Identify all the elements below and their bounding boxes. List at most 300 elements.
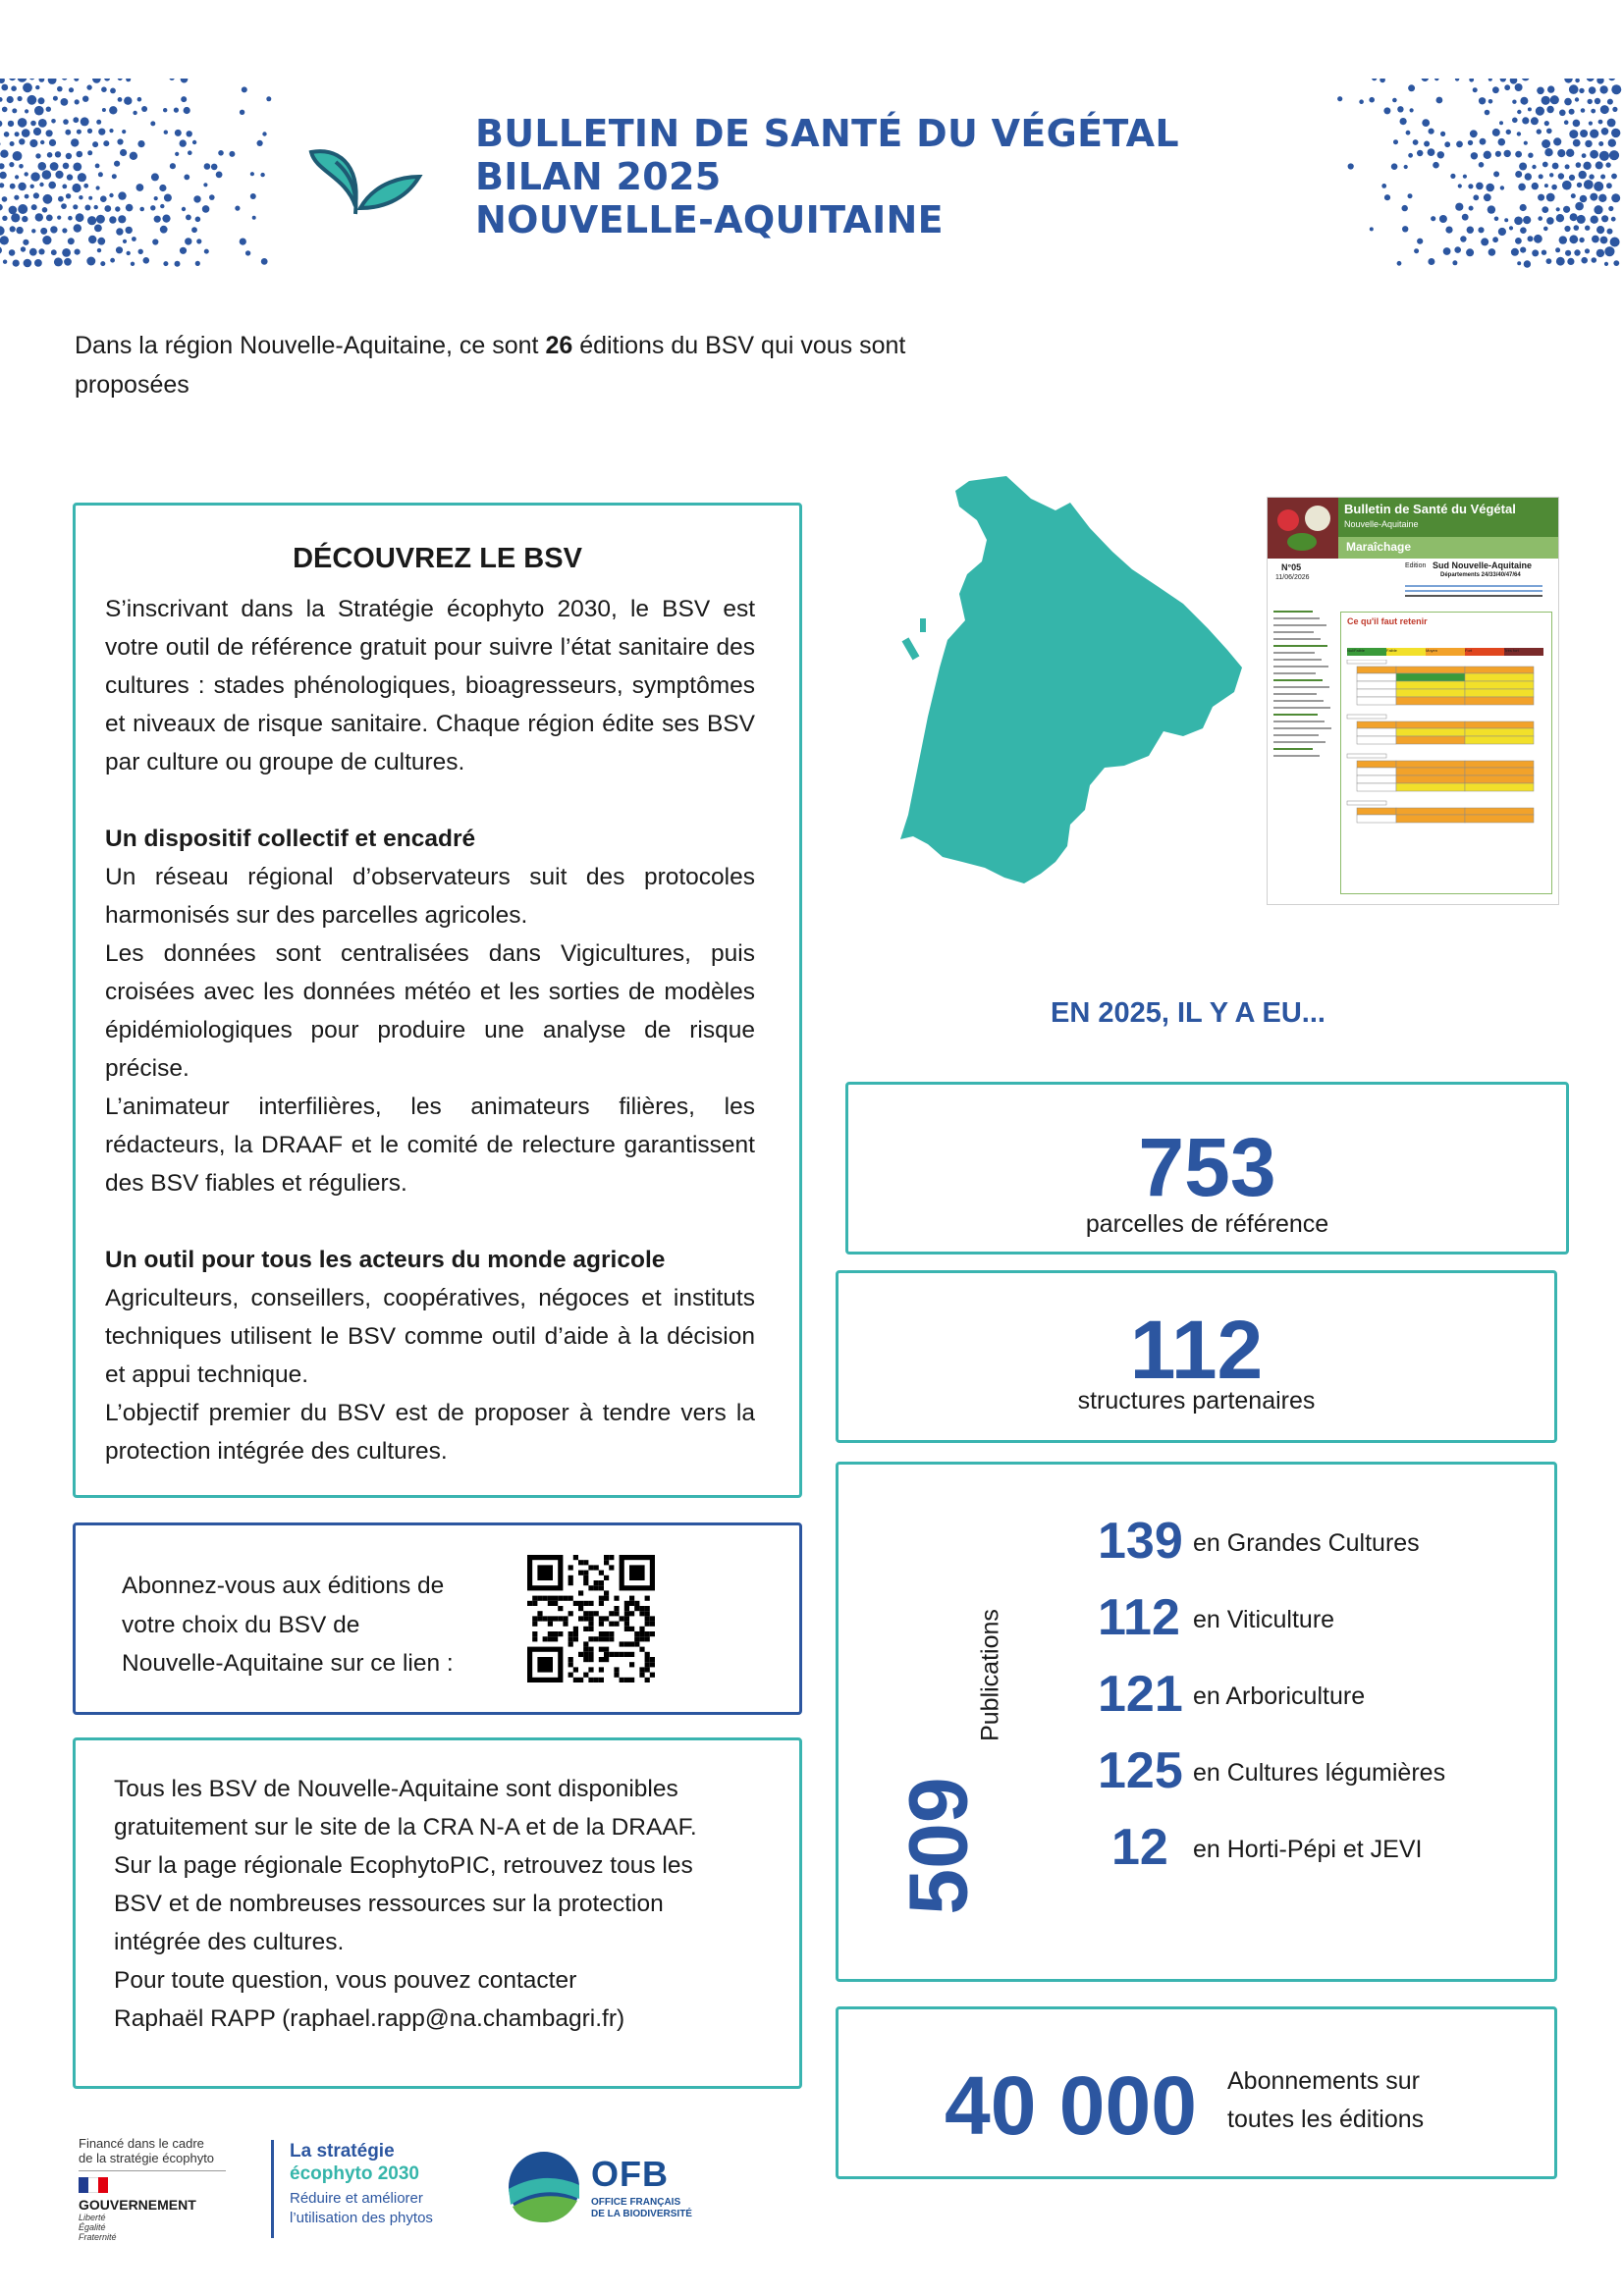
decorative-dot (38, 162, 47, 171)
decorative-dot (40, 228, 47, 235)
thumbnail-date: 11/06/2026 (1275, 574, 1310, 581)
decorative-dot (164, 131, 168, 134)
decorative-dot (51, 119, 56, 124)
structures-label: structures partenaires (1077, 1387, 1316, 1415)
decorative-dot (175, 261, 181, 267)
info-text (114, 1770, 697, 2038)
decorative-dot (49, 139, 56, 146)
decorative-dot (1422, 119, 1430, 127)
decorative-dot (1383, 107, 1390, 114)
decorative-dot (75, 99, 80, 104)
decorative-dot (1488, 205, 1495, 213)
decorative-dot (174, 108, 179, 113)
decorative-dot (18, 79, 27, 82)
publications-total: 509 (892, 1777, 985, 1915)
decorative-dot (15, 132, 20, 136)
decorative-dot (1579, 171, 1587, 179)
decorative-dot (11, 213, 20, 222)
decorative-dot (181, 79, 189, 83)
decorative-dot (154, 196, 158, 200)
decorative-dot (1437, 151, 1444, 158)
decorative-dot (62, 248, 71, 257)
publication-value: 121 (1098, 1666, 1183, 1723)
ecophyto-line-1: La stratégie (290, 2141, 395, 2162)
decorative-dot (18, 118, 27, 128)
decorative-dot (1528, 153, 1533, 158)
decorative-dot (1495, 151, 1501, 157)
decorative-dot (77, 151, 83, 158)
decorative-dot (175, 152, 179, 156)
decorative-dot (1551, 185, 1557, 190)
decorative-dot (1611, 129, 1620, 137)
decorative-dot (23, 82, 32, 92)
decorative-dot (185, 238, 191, 244)
french-flag-icon (79, 2177, 108, 2193)
decorative-dot (1594, 182, 1603, 191)
ecophyto-sub-line-1: Réduire et améliorer (290, 2190, 423, 2207)
decorative-dot (1488, 79, 1492, 81)
decorative-dot (1392, 98, 1397, 103)
decorative-dot (137, 97, 142, 102)
discover-para-3: Les données sont centralisées dans Vigicultures, puis croisées avec les données météo et les sorties de modèles épidémiologiques pour produire une analyse de risque précise. (105, 940, 755, 1082)
decorative-dot (1500, 79, 1506, 82)
decorative-dot (1525, 173, 1532, 180)
decorative-dot (27, 95, 37, 105)
decorative-dot (1424, 141, 1430, 147)
decorative-dot (209, 194, 215, 200)
decorative-dot (86, 84, 91, 89)
decorative-dot (38, 248, 44, 254)
decorative-dot (1564, 120, 1569, 125)
decorative-dot (160, 226, 168, 234)
decorative-dot (1380, 79, 1385, 82)
decorative-dot (162, 215, 170, 223)
decorative-dot (1514, 217, 1523, 226)
decorative-dot (1611, 217, 1616, 222)
decorative-dot (1559, 236, 1567, 243)
decorative-dot (1479, 162, 1485, 168)
page-title-line-1: BULLETIN DE SANTÉ DU VÉGÉTAL (475, 112, 1179, 155)
decorative-dot (77, 130, 81, 134)
decorative-dot (1417, 239, 1423, 244)
decorative-dot (22, 216, 27, 222)
decorative-dot (1549, 173, 1553, 177)
decorative-dot (1543, 227, 1548, 232)
decorative-dot (118, 97, 123, 102)
decorative-dot (0, 226, 5, 236)
publication-value: 139 (1098, 1513, 1183, 1570)
decorative-dot (15, 175, 19, 179)
decorative-dot (117, 138, 123, 144)
decorative-dot (1585, 226, 1590, 231)
qr-code[interactable] (527, 1555, 655, 1682)
decorative-dot (102, 108, 106, 112)
decorative-dot (1613, 260, 1619, 266)
decorative-dot (1485, 110, 1490, 116)
decorative-dot (1450, 174, 1455, 179)
decorative-dot (195, 261, 200, 266)
decorative-dot (1544, 121, 1549, 126)
decorative-dot (1428, 258, 1434, 265)
discover-subheading-1: Un dispositif collectif et encadré (105, 826, 476, 852)
decorative-dot (69, 87, 74, 92)
decorative-dot (160, 204, 164, 208)
publication-row (839, 1665, 1560, 1724)
decorative-dot (1454, 246, 1461, 253)
decorative-dot (1611, 193, 1620, 202)
decorative-dot (1506, 130, 1511, 134)
decorative-dot (1542, 139, 1550, 148)
decorative-dot (1612, 107, 1617, 112)
decorative-dot (1532, 165, 1536, 169)
decorative-dot (1589, 174, 1594, 179)
decorative-dot (1563, 206, 1570, 213)
decorative-dot (1532, 183, 1539, 189)
decorative-dot (114, 161, 120, 167)
decorative-dot (1601, 128, 1609, 135)
decorative-dot (1542, 96, 1550, 105)
decorative-dot (84, 205, 90, 211)
discover-para-1: S’inscrivant dans la Stratégie écophyto 2030, le BSV est votre outil de référence gratuit pour suivre l’état sanitaire des cultures : stades phénologiques, bioagresseurs, symptômes et niveaux de risque sanitaire. Chaque région édite ses BSV par culture ou groupe de cultures. (105, 596, 755, 775)
decorative-dot (1583, 162, 1591, 170)
info-line-3: Sur la page régionale EcophytoPIC, retrouvez tous les (114, 1852, 693, 1879)
decorative-dot (25, 194, 29, 199)
decorative-dot (55, 151, 61, 157)
decorative-dot (1580, 130, 1588, 137)
decorative-dot (35, 213, 43, 221)
decorative-dot (78, 173, 86, 182)
subscribe-line-1: Abonnez-vous aux éditions de (122, 1573, 445, 1599)
decorative-dot (86, 257, 95, 266)
decorative-dot (1558, 173, 1564, 179)
decorative-dot (1512, 118, 1518, 124)
ecophyto-logo (271, 2140, 433, 2238)
decorative-dot (1428, 148, 1435, 156)
decorative-dot (48, 182, 56, 189)
decorative-dot (1559, 110, 1566, 117)
decorative-dot (1510, 79, 1518, 84)
decorative-dot (1556, 214, 1564, 222)
decorative-dot (1598, 141, 1603, 146)
ecophyto-sub-line-2: l’utilisation des phytos (290, 2210, 433, 2226)
decorative-dot (94, 225, 102, 233)
decorative-dot (1596, 79, 1603, 84)
decorative-dot (100, 261, 105, 266)
decorative-dot (1413, 139, 1419, 145)
decorative-dot (1410, 108, 1414, 112)
decorative-dot (1542, 206, 1548, 213)
decorative-dot (96, 215, 105, 224)
decorative-dot (1595, 98, 1600, 104)
decorative-dot (1579, 88, 1584, 93)
decorative-dot (1422, 79, 1430, 81)
decorative-dot (1397, 106, 1403, 112)
financed-line-2: de la stratégie écophyto (79, 2151, 215, 2165)
decorative-dot (184, 107, 190, 114)
decorative-dot (1608, 206, 1613, 211)
thumbnail-number: N°05 (1281, 562, 1302, 572)
decorative-dot (97, 248, 101, 252)
intro-text (75, 326, 998, 404)
decorative-dot (1473, 87, 1478, 92)
decorative-dot (1440, 132, 1445, 136)
decorative-dot (1524, 141, 1528, 145)
decorative-dot (118, 191, 126, 199)
decorative-dot (0, 236, 9, 244)
decorative-dot (1576, 162, 1582, 168)
ofb-sub (591, 2197, 692, 2220)
decorative-dot (150, 205, 155, 210)
decorative-dot (1600, 237, 1608, 244)
parcels-label: parcelles de référence (1085, 1210, 1329, 1238)
decorative-dot (1470, 130, 1478, 137)
decorative-dot (1484, 193, 1491, 201)
government-logo (79, 2136, 236, 2244)
decorative-dot (87, 150, 92, 155)
decorative-dot (55, 171, 63, 179)
decorative-dot (51, 249, 57, 255)
decorative-dot (250, 172, 254, 176)
decorative-dot (1455, 79, 1459, 81)
decorative-dot (123, 240, 127, 243)
decorative-dot (1456, 141, 1463, 148)
decorative-dot (63, 119, 69, 125)
decorative-dot (61, 203, 67, 209)
decorative-dot (1584, 180, 1594, 189)
decorative-dot (1528, 236, 1534, 241)
decorative-dot (62, 79, 68, 80)
discover-para-5: Agriculteurs, conseillers, coopératives, négoces et instituts techniques utilisent le BSV comme outil d’aide à la décision et appui technique. (105, 1285, 755, 1388)
decorative-dot (216, 172, 223, 179)
decorative-dots-right (1319, 79, 1623, 275)
publication-label: en Horti-Pépi et JEVI (1193, 1836, 1423, 1863)
decorative-dot (54, 257, 63, 266)
decorative-dot (1567, 258, 1574, 265)
decorative-dot (87, 216, 96, 225)
decorative-dot (126, 204, 134, 212)
decorative-dot (1537, 87, 1544, 95)
decorative-dot (266, 96, 271, 101)
subscribe-box (73, 1522, 802, 1715)
decorative-dot (137, 140, 144, 147)
decorative-dot (1404, 165, 1408, 169)
decorative-dot (61, 98, 69, 106)
decorative-dot (1598, 194, 1606, 202)
leaf-icon (306, 137, 424, 216)
decorative-dot (1402, 205, 1408, 211)
decorative-dot (3, 260, 7, 264)
decorative-dot (1538, 194, 1544, 201)
decorative-dot (109, 193, 113, 197)
decorative-dot (40, 140, 44, 144)
decorative-dot (116, 228, 123, 235)
decorative-dot (132, 237, 136, 241)
discover-body (105, 590, 755, 1470)
decorative-dot (1608, 79, 1615, 80)
subscriptions-value: 40 000 (945, 2059, 1197, 2152)
decorative-dot (143, 257, 150, 264)
decorative-dot (83, 184, 88, 188)
decorative-dot (1444, 141, 1450, 147)
decorative-dot (204, 249, 209, 254)
info-line-6: Pour toute question, vous pouvez contacter (114, 1967, 577, 1994)
decorative-dot (18, 204, 27, 214)
decorative-dot (1515, 151, 1522, 158)
decorative-dot (16, 227, 23, 234)
info-box (73, 1737, 802, 2089)
intro-before: Dans la région Nouvelle-Aquitaine, ce sont (75, 332, 546, 359)
decorative-dot (1486, 184, 1494, 192)
decorative-dot (1488, 99, 1493, 104)
decorative-dot (1588, 99, 1593, 104)
decorative-dot (1433, 162, 1439, 169)
decorative-dot (1469, 79, 1474, 82)
decorative-dot (1431, 216, 1435, 221)
decorative-dot (182, 207, 186, 211)
decorative-dot (261, 258, 268, 265)
thumbnail-banner (1268, 498, 1558, 559)
decorative-dot (2, 196, 8, 202)
decorative-dot (1596, 249, 1604, 257)
decorative-dot (1556, 257, 1565, 266)
decorative-dot (66, 193, 71, 198)
decorative-dot (1479, 97, 1486, 104)
decorative-dot (1569, 175, 1575, 181)
decorative-dot (101, 86, 107, 92)
decorative-dot (229, 151, 235, 157)
decorative-dot (46, 215, 53, 222)
decorative-dot (1512, 100, 1516, 104)
ofb-sub-line-2: DE LA BIODIVERSITÉ (591, 2209, 692, 2219)
decorative-dot (245, 250, 250, 255)
decorative-dot (38, 119, 47, 128)
decorative-dot (1577, 183, 1582, 187)
decorative-dot (10, 141, 15, 146)
decorative-dot (1587, 79, 1595, 81)
decorative-dot (1498, 228, 1506, 236)
decorative-dot (68, 238, 75, 244)
decorative-dot (1434, 79, 1438, 80)
decorative-dot (1590, 130, 1598, 138)
decorative-dot (152, 239, 158, 244)
bsv-thumbnail (1267, 497, 1559, 905)
decorative-dot (74, 224, 81, 232)
decorative-dot (1381, 184, 1386, 188)
decorative-dot (1348, 163, 1354, 169)
decorative-dot (14, 195, 19, 200)
decorative-dot (73, 163, 81, 172)
decorative-dot (1393, 139, 1398, 144)
decorative-dot (57, 86, 63, 92)
decorative-dot (1481, 238, 1488, 245)
decorative-dot (170, 163, 176, 169)
decorative-dot (10, 184, 16, 189)
decorative-dot (2, 216, 7, 221)
subscribe-line-2: votre choix du BSV de (122, 1611, 360, 1638)
decorative-dot (235, 206, 240, 211)
decorative-dot (180, 139, 187, 146)
decorative-dot (1522, 79, 1530, 80)
decorative-dot (1600, 175, 1605, 180)
decorative-dot (138, 249, 143, 254)
decorative-dot (1400, 118, 1407, 125)
decorative-dot (1569, 84, 1579, 94)
decorative-dot (9, 206, 18, 215)
decorative-dot (0, 79, 5, 83)
info-line-4: BSV et de nombreuses ressources sur la protection (114, 1891, 664, 1917)
decorative-dot (1458, 184, 1462, 187)
decorative-dot (115, 206, 120, 211)
decorative-dot (262, 132, 266, 135)
decorative-dot (74, 79, 79, 81)
parcels-value: 753 (1138, 1121, 1276, 1213)
structures-stat-box (836, 1270, 1557, 1443)
decorative-dot (98, 172, 103, 177)
decorative-dot (1564, 226, 1570, 232)
decorative-dot (1547, 85, 1554, 92)
thumbnail-photo (1268, 498, 1338, 559)
decorative-dot (58, 196, 64, 202)
decorative-dot (81, 117, 89, 126)
decorative-dot (1575, 97, 1579, 101)
decorative-dot (95, 164, 100, 169)
decorative-dot (193, 195, 200, 202)
decorative-dot (1500, 186, 1504, 189)
decorative-dot (1556, 207, 1560, 211)
government-label: GOUVERNEMENT (79, 2197, 196, 2213)
decorative-dot (76, 213, 84, 222)
decorative-dot (1579, 238, 1584, 242)
decorative-dot (204, 163, 211, 170)
decorative-dot (1608, 139, 1616, 147)
decorative-dot (1607, 99, 1613, 105)
publications-box (836, 1462, 1557, 1982)
decorative-dot (151, 173, 159, 181)
decorative-dot (73, 117, 79, 123)
decorative-dot (1546, 258, 1552, 264)
thumbnail-retain-box (1340, 612, 1552, 894)
discover-para-4: L’animateur interfilières, les animateurs filières, les rédacteurs, la DRAAF et le comité de relecture garantissent des BSV fiables et réguliers. (105, 1094, 755, 1197)
decorative-dot (1538, 216, 1542, 221)
decorative-dot (109, 129, 113, 133)
decorative-dot (33, 192, 39, 198)
decorative-dot (242, 86, 247, 92)
subscriptions-stat-box (836, 2006, 1557, 2179)
decorative-dot (1537, 129, 1542, 133)
decorative-dot (1542, 162, 1548, 168)
decorative-dot (1573, 120, 1581, 128)
decorative-dot (97, 238, 105, 245)
decorative-dot (1408, 84, 1415, 91)
decorative-dot (1466, 248, 1474, 256)
thumbnail-notes (1405, 582, 1542, 604)
decorative-dot (1596, 226, 1604, 234)
motto-line-2: Égalité (79, 2222, 106, 2232)
decorative-dot (39, 183, 43, 187)
decorative-dot (1600, 105, 1609, 114)
edition-count: 26 (545, 332, 573, 359)
decorative-dot (88, 196, 92, 200)
decorative-dot (118, 215, 126, 223)
page-title-line-2: BILAN 2025 (475, 155, 722, 198)
decorative-dot (48, 79, 57, 84)
decorative-dot (169, 79, 174, 80)
decorative-dot (240, 239, 246, 245)
decorative-dot (1471, 152, 1478, 159)
discover-subheading-2: Un outil pour tous les acteurs du monde agricole (105, 1247, 666, 1273)
decorative-dot (0, 141, 1, 146)
decorative-dot (30, 172, 39, 181)
